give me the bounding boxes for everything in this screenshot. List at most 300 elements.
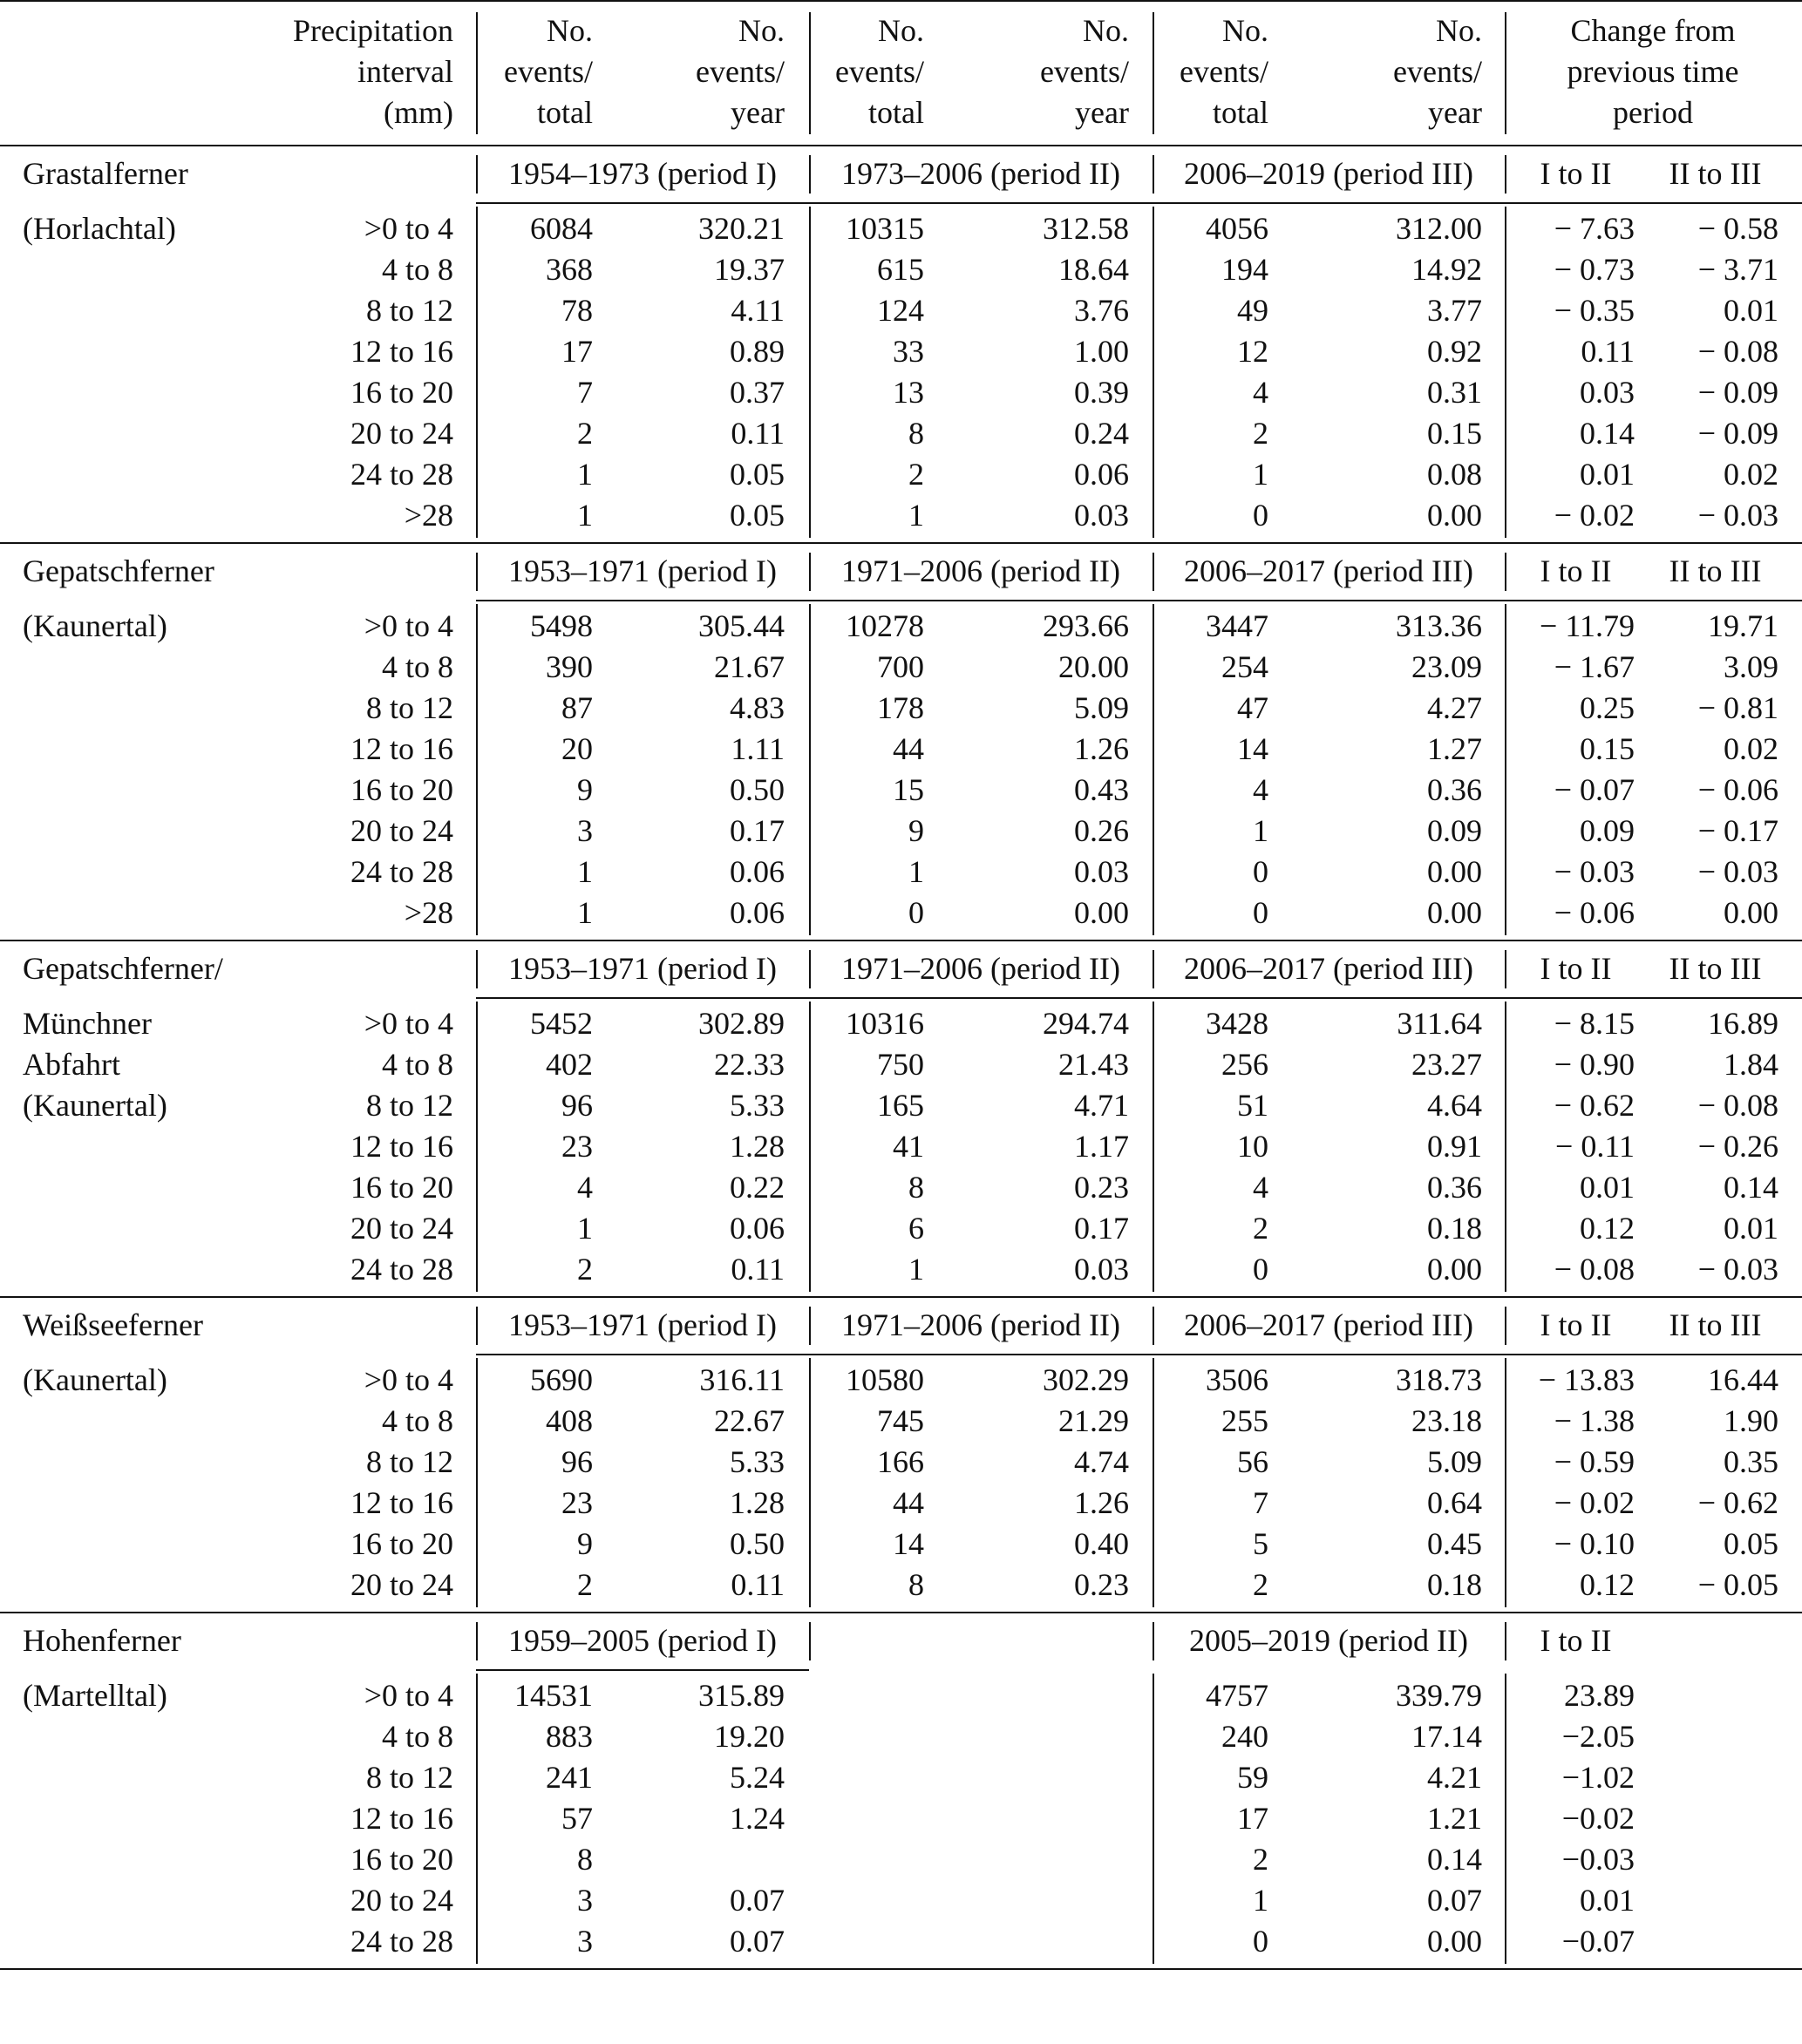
header-total-p3-line2: events/ [1180, 54, 1268, 89]
cell-year-p3: 14.92 [1411, 252, 1482, 287]
cell-total-p1: 3 [577, 813, 593, 848]
cell-total-p3: 255 [1221, 1403, 1268, 1438]
glacier-name: Gepatschferner/ [23, 951, 223, 986]
cell-change-2-3: − 0.06 [1697, 772, 1778, 807]
cell-year-p1: 5.33 [730, 1444, 785, 1479]
cell-change-2-3: 0.05 [1724, 1526, 1778, 1561]
header-change-line1: Change from [1570, 13, 1736, 48]
cell-total-p2: 10278 [846, 608, 924, 643]
cell-total-p2: 44 [893, 1485, 924, 1520]
cell-total-p1: 23 [561, 1129, 593, 1164]
cell-total-p3: 1 [1253, 457, 1268, 492]
cell-total-p3: 3506 [1206, 1362, 1268, 1397]
cell-total-p1: 17 [561, 334, 593, 369]
cell-year-p3: 313.36 [1396, 608, 1482, 643]
cell-year-p3: 0.92 [1427, 334, 1482, 369]
cell-year-p3: 0.00 [1427, 498, 1482, 533]
cell-total-p1: 5498 [530, 608, 593, 643]
cell-change-1-2: 0.14 [1580, 416, 1635, 451]
header-year-p1-line2: events/ [696, 54, 785, 89]
cell-year-p3: 1.21 [1427, 1801, 1482, 1836]
cell-change-1-2: 0.01 [1580, 1170, 1635, 1205]
period-row-divider [809, 950, 811, 988]
cell-total-p3: 1 [1253, 813, 1268, 848]
cell-year-p3: 0.00 [1427, 854, 1482, 889]
cell-year-p2: 0.43 [1074, 772, 1129, 807]
data-column-divider [1153, 1358, 1154, 1607]
cell-year-p1: 0.06 [730, 895, 785, 930]
cell-total-p1: 241 [546, 1760, 593, 1795]
cell-year-p1: 4.11 [731, 293, 785, 328]
cell-total-p1: 2 [577, 416, 593, 451]
period-row-divider [1153, 155, 1154, 194]
cell-year-p3: 0.18 [1427, 1211, 1482, 1246]
data-column-divider [476, 1674, 478, 1964]
header-bottom-rule [0, 145, 1802, 146]
cell-total-p2: 14 [893, 1526, 924, 1561]
data-column-divider [476, 1358, 478, 1607]
header-year-p1-line1: No. [738, 13, 785, 48]
cell-year-p3: 0.91 [1427, 1129, 1482, 1164]
period-row-divider [1505, 155, 1506, 194]
cell-year-p3: 0.15 [1427, 416, 1482, 451]
header-year-p3-line1: No. [1436, 13, 1482, 48]
header-total-p3-line1: No. [1222, 13, 1268, 48]
period-label: 1959–2005 (period I) [508, 1623, 777, 1658]
cell-total-p3: 4056 [1206, 211, 1268, 246]
cell-change-1-2: 0.11 [1581, 334, 1635, 369]
cell-year-p1: 22.67 [714, 1403, 785, 1438]
cell-year-p2: 0.03 [1074, 1252, 1129, 1287]
cell-total-p2: 10316 [846, 1006, 924, 1041]
cell-change-2-3: − 0.81 [1697, 690, 1778, 725]
cell-total-p1: 408 [546, 1403, 593, 1438]
data-column-divider [1153, 604, 1154, 935]
table-top-rule [0, 0, 1802, 2]
change-interval-label: II to III [1669, 951, 1762, 986]
cell-year-p3: 0.09 [1427, 813, 1482, 848]
cell-total-p3: 0 [1253, 498, 1268, 533]
cell-total-p2: 1 [908, 854, 924, 889]
cell-year-p1: 5.24 [730, 1760, 785, 1795]
cell-year-p1: 0.06 [730, 854, 785, 889]
glacier-name: Gepatschferner [23, 553, 214, 588]
cell-change-1-2: − 0.02 [1554, 1485, 1635, 1520]
precip-interval: 8 to 12 [365, 1444, 453, 1479]
change-interval-label: I to II [1540, 156, 1612, 191]
period-row-divider [476, 155, 478, 194]
cell-year-p2: 0.03 [1074, 854, 1129, 889]
precip-interval: 12 to 16 [350, 1129, 453, 1164]
cell-total-p1: 3 [577, 1883, 593, 1918]
header-precip-line2: interval [357, 54, 453, 89]
cell-total-p2: 750 [877, 1047, 924, 1082]
cell-total-p1: 87 [561, 690, 593, 725]
change-interval-label: I to II [1540, 553, 1612, 588]
period-label: 1971–2006 (period II) [841, 1307, 1120, 1342]
cell-total-p2: 700 [877, 649, 924, 684]
cell-change-2-3: − 0.09 [1697, 375, 1778, 410]
cell-total-p2: 6 [908, 1211, 924, 1246]
period-underline [476, 600, 1802, 601]
precip-interval: >0 to 4 [364, 1678, 453, 1713]
cell-year-p2: 293.66 [1043, 608, 1129, 643]
cell-year-p1: 1.28 [730, 1129, 785, 1164]
header-total-p1-line2: events/ [504, 54, 593, 89]
cell-year-p2: 0.26 [1074, 813, 1129, 848]
cell-total-p1: 1 [577, 498, 593, 533]
cell-change-1-2: − 0.08 [1554, 1252, 1635, 1287]
cell-total-p1: 2 [577, 1252, 593, 1287]
cell-change-2-3: 3.09 [1724, 649, 1778, 684]
cell-change-2-3: − 0.03 [1697, 854, 1778, 889]
header-column-divider [1505, 12, 1506, 134]
period-underline [476, 997, 1802, 999]
cell-year-p1: 320.21 [698, 211, 785, 246]
period-label: 1973–2006 (period II) [841, 156, 1120, 191]
section-bottom-rule [0, 542, 1802, 544]
cell-year-p3: 0.00 [1427, 895, 1482, 930]
header-year-p2-line1: No. [1083, 13, 1129, 48]
header-total-p2-line2: events/ [835, 54, 924, 89]
cell-total-p3: 59 [1237, 1760, 1268, 1795]
header-change-line2: previous time [1567, 54, 1739, 89]
cell-year-p3: 0.07 [1427, 1883, 1482, 1918]
cell-total-p2: 10580 [846, 1362, 924, 1397]
cell-year-p3: 4.64 [1427, 1088, 1482, 1123]
cell-change-1-2: − 13.83 [1538, 1362, 1635, 1397]
cell-year-p3: 23.09 [1411, 649, 1482, 684]
period-row-divider [476, 553, 478, 591]
cell-year-p1: 0.89 [730, 334, 785, 369]
header-year-p3-line3: year [1428, 95, 1482, 130]
header-precip-line3: (mm) [384, 95, 453, 130]
cell-year-p2: 4.74 [1074, 1444, 1129, 1479]
cell-year-p3: 5.09 [1427, 1444, 1482, 1479]
period-row-divider [809, 1622, 811, 1660]
cell-total-p1: 402 [546, 1047, 593, 1082]
cell-year-p1: 4.83 [730, 690, 785, 725]
cell-year-p1: 22.33 [714, 1047, 785, 1082]
cell-total-p3: 254 [1221, 649, 1268, 684]
period-label: 1971–2006 (period II) [841, 553, 1120, 588]
cell-year-p3: 312.00 [1396, 211, 1482, 246]
period-row-divider [1505, 950, 1506, 988]
precip-interval: 12 to 16 [350, 731, 453, 766]
cell-year-p2: 0.24 [1074, 416, 1129, 451]
section-bottom-rule [0, 1968, 1802, 1970]
cell-change-1-2: − 11.79 [1540, 608, 1635, 643]
cell-change-2-3: − 0.08 [1697, 1088, 1778, 1123]
cell-year-p1: 0.17 [730, 813, 785, 848]
cell-change-2-3: − 0.08 [1697, 334, 1778, 369]
precip-interval: 4 to 8 [381, 1047, 453, 1082]
cell-total-p2: 8 [908, 416, 924, 451]
cell-change-2-3: − 0.03 [1697, 498, 1778, 533]
cell-change-2-3: − 0.26 [1697, 1129, 1778, 1164]
cell-total-p1: 390 [546, 649, 593, 684]
cell-total-p1: 883 [546, 1719, 593, 1754]
cell-total-p1: 8 [577, 1842, 593, 1877]
cell-change-2-3: 0.01 [1724, 1211, 1778, 1246]
cell-change-2-3: − 3.71 [1697, 252, 1778, 287]
cell-total-p1: 5690 [530, 1362, 593, 1397]
header-total-p1-line3: total [537, 95, 593, 130]
cell-year-p2: 1.26 [1074, 731, 1129, 766]
data-column-divider [809, 1358, 811, 1607]
cell-year-p1: 315.89 [698, 1678, 785, 1713]
glacier-location: Münchner [23, 1006, 152, 1041]
precip-interval: 24 to 28 [350, 1252, 453, 1287]
precip-interval: 20 to 24 [350, 1211, 453, 1246]
data-column-divider [809, 207, 811, 538]
cell-total-p2: 615 [877, 252, 924, 287]
cell-total-p3: 4 [1253, 375, 1268, 410]
cell-change-1-2: − 7.63 [1554, 211, 1635, 246]
cell-change-2-3: 0.35 [1724, 1444, 1778, 1479]
cell-total-p2: 1 [908, 1252, 924, 1287]
cell-total-p1: 57 [561, 1801, 593, 1836]
cell-year-p3: 3.77 [1427, 293, 1482, 328]
header-year-p2-line3: year [1075, 95, 1129, 130]
glacier-location: (Horlachtal) [23, 211, 176, 246]
cell-year-p2: 1.17 [1074, 1129, 1129, 1164]
precip-interval: 24 to 28 [350, 1924, 453, 1959]
precip-interval: 12 to 16 [350, 1801, 453, 1836]
cell-total-p3: 2 [1253, 1842, 1268, 1877]
cell-year-p2: 21.43 [1058, 1047, 1129, 1082]
cell-year-p2: 0.17 [1074, 1211, 1129, 1246]
cell-change-2-3: − 0.58 [1697, 211, 1778, 246]
precip-interval: 24 to 28 [350, 457, 453, 492]
cell-total-p1: 96 [561, 1088, 593, 1123]
cell-year-p1: 1.11 [731, 731, 785, 766]
cell-year-p3: 318.73 [1396, 1362, 1482, 1397]
cell-change-2-3: 0.02 [1724, 731, 1778, 766]
cell-change-2-3: − 0.09 [1697, 416, 1778, 451]
cell-change-2-3: 19.71 [1708, 608, 1778, 643]
header-total-p2-line1: No. [878, 13, 924, 48]
glacier-name: Weißseeferner [23, 1307, 203, 1342]
cell-total-p2: 0 [908, 895, 924, 930]
precip-interval: 20 to 24 [350, 1883, 453, 1918]
cell-total-p1: 6084 [530, 211, 593, 246]
precip-interval: 20 to 24 [350, 813, 453, 848]
cell-total-p2: 10315 [846, 211, 924, 246]
header-total-p1-line1: No. [547, 13, 593, 48]
cell-total-p1: 9 [577, 1526, 593, 1561]
data-column-divider [1505, 207, 1506, 538]
cell-year-p1: 0.11 [731, 1567, 785, 1602]
precip-interval: 20 to 24 [350, 1567, 453, 1602]
cell-total-p2: 2 [908, 457, 924, 492]
header-column-divider [476, 12, 478, 134]
cell-year-p2: 1.26 [1074, 1485, 1129, 1520]
glacier-location: (Kaunertal) [23, 1362, 167, 1397]
cell-change-2-3: 0.01 [1724, 293, 1778, 328]
cell-change-1-2: − 0.73 [1554, 252, 1635, 287]
period-underline [476, 1354, 1802, 1355]
cell-change-2-3: 16.89 [1708, 1006, 1778, 1041]
cell-change-1-2: − 0.62 [1554, 1088, 1635, 1123]
cell-total-p2: 124 [877, 293, 924, 328]
cell-total-p1: 5452 [530, 1006, 593, 1041]
cell-year-p1: 302.89 [698, 1006, 785, 1041]
precip-interval: 8 to 12 [365, 1088, 453, 1123]
period-row-divider [476, 950, 478, 988]
cell-total-p2: 9 [908, 813, 924, 848]
cell-total-p3: 4757 [1206, 1678, 1268, 1713]
cell-total-p2: 178 [877, 690, 924, 725]
data-column-divider [1505, 604, 1506, 935]
cell-year-p2: 0.40 [1074, 1526, 1129, 1561]
cell-change-1-2: − 1.67 [1554, 649, 1635, 684]
header-year-p3-line2: events/ [1393, 54, 1482, 89]
cell-year-p3: 0.36 [1427, 772, 1482, 807]
cell-total-p1: 96 [561, 1444, 593, 1479]
cell-total-p1: 1 [577, 854, 593, 889]
period-row-divider [476, 1307, 478, 1345]
cell-change-1-2: − 1.38 [1554, 1403, 1635, 1438]
cell-total-p3: 2 [1253, 1567, 1268, 1602]
cell-year-p3: 17.14 [1411, 1719, 1482, 1754]
cell-year-p1: 1.28 [730, 1485, 785, 1520]
cell-total-p1: 14531 [514, 1678, 593, 1713]
cell-year-p3: 0.14 [1427, 1842, 1482, 1877]
cell-change-2-3: 1.84 [1724, 1047, 1778, 1082]
cell-total-p1: 78 [561, 293, 593, 328]
cell-year-p2: 5.09 [1074, 690, 1129, 725]
cell-change-1-2: 0.09 [1580, 813, 1635, 848]
cell-change-1-2: − 0.10 [1554, 1526, 1635, 1561]
data-column-divider [1153, 207, 1154, 538]
cell-year-p1: 316.11 [699, 1362, 785, 1397]
period-label: 2006–2017 (period III) [1184, 553, 1473, 588]
cell-change-1-2: 0.03 [1580, 375, 1635, 410]
data-column-divider [1505, 1674, 1506, 1964]
cell-change-1-2: −0.03 [1561, 1842, 1635, 1877]
cell-total-p3: 51 [1237, 1088, 1268, 1123]
cell-total-p2: 41 [893, 1129, 924, 1164]
section-bottom-rule [0, 940, 1802, 941]
cell-year-p2: 20.00 [1058, 649, 1129, 684]
precip-interval: 12 to 16 [350, 1485, 453, 1520]
cell-total-p3: 240 [1221, 1719, 1268, 1754]
cell-year-p2: 0.06 [1074, 457, 1129, 492]
cell-total-p2: 166 [877, 1444, 924, 1479]
cell-total-p3: 7 [1253, 1485, 1268, 1520]
cell-change-1-2: − 0.59 [1554, 1444, 1635, 1479]
precip-interval: 8 to 12 [365, 293, 453, 328]
cell-change-1-2: 0.15 [1580, 731, 1635, 766]
cell-total-p3: 12 [1237, 334, 1268, 369]
cell-change-2-3: − 0.17 [1697, 813, 1778, 848]
period-underline [476, 1669, 809, 1671]
cell-change-1-2: − 0.06 [1554, 895, 1635, 930]
precip-interval: >0 to 4 [364, 211, 453, 246]
header-precip-line1: Precipitation [293, 13, 453, 48]
change-interval-label: I to II [1540, 1623, 1612, 1658]
precip-interval: 4 to 8 [381, 1403, 453, 1438]
period-row-divider [809, 553, 811, 591]
cell-total-p1: 2 [577, 1567, 593, 1602]
change-interval-label: II to III [1669, 156, 1762, 191]
header-column-divider [1153, 12, 1154, 134]
cell-change-1-2: −2.05 [1561, 1719, 1635, 1754]
data-column-divider [1153, 1674, 1154, 1964]
cell-year-p2: 302.29 [1043, 1362, 1129, 1397]
cell-year-p2: 0.00 [1074, 895, 1129, 930]
period-label: 1954–1973 (period I) [508, 156, 777, 191]
period-row-divider [1505, 1307, 1506, 1345]
glacier-name: Grastalferner [23, 156, 188, 191]
cell-change-2-3: − 0.05 [1697, 1567, 1778, 1602]
cell-year-p3: 0.36 [1427, 1170, 1482, 1205]
precip-interval: 24 to 28 [350, 854, 453, 889]
cell-year-p1: 0.11 [731, 416, 785, 451]
cell-change-2-3: 0.14 [1724, 1170, 1778, 1205]
header-change-line3: period [1613, 95, 1693, 130]
cell-change-1-2: −0.02 [1561, 1801, 1635, 1836]
cell-change-2-3: 16.44 [1708, 1362, 1778, 1397]
cell-change-1-2: − 8.15 [1554, 1006, 1635, 1041]
cell-year-p3: 339.79 [1396, 1678, 1482, 1713]
cell-change-2-3: − 0.62 [1697, 1485, 1778, 1520]
cell-total-p2: 13 [893, 375, 924, 410]
cell-year-p2: 4.71 [1074, 1088, 1129, 1123]
cell-year-p1: 0.07 [730, 1924, 785, 1959]
cell-total-p3: 256 [1221, 1047, 1268, 1082]
cell-change-1-2: 0.12 [1580, 1567, 1635, 1602]
cell-year-p2: 0.23 [1074, 1567, 1129, 1602]
cell-change-2-3: 0.00 [1724, 895, 1778, 930]
glacier-location: (Kaunertal) [23, 608, 167, 643]
period-row-divider [476, 1622, 478, 1660]
cell-total-p1: 20 [561, 731, 593, 766]
precip-interval: >28 [404, 498, 453, 533]
period-row-divider [809, 1307, 811, 1345]
period-label: 2005–2019 (period II) [1189, 1623, 1468, 1658]
precip-interval: >28 [404, 895, 453, 930]
cell-total-p3: 3428 [1206, 1006, 1268, 1041]
cell-year-p3: 4.27 [1427, 690, 1482, 725]
cell-total-p2: 8 [908, 1567, 924, 1602]
cell-change-1-2: 0.01 [1580, 457, 1635, 492]
cell-change-1-2: −1.02 [1561, 1760, 1635, 1795]
cell-total-p3: 17 [1237, 1801, 1268, 1836]
section-bottom-rule [0, 1612, 1802, 1613]
period-row-divider [809, 155, 811, 194]
cell-change-1-2: 0.25 [1580, 690, 1635, 725]
cell-year-p2: 294.74 [1043, 1006, 1129, 1041]
cell-total-p3: 5 [1253, 1526, 1268, 1561]
change-interval-label: I to II [1540, 1307, 1612, 1342]
cell-change-1-2: −0.07 [1561, 1924, 1635, 1959]
cell-year-p2: 1.00 [1074, 334, 1129, 369]
period-row-divider [1153, 1307, 1154, 1345]
cell-total-p2: 44 [893, 731, 924, 766]
cell-total-p2: 1 [908, 498, 924, 533]
data-column-divider [1505, 1002, 1506, 1292]
cell-total-p2: 33 [893, 334, 924, 369]
period-label: 2006–2017 (period III) [1184, 1307, 1473, 1342]
cell-total-p3: 0 [1253, 895, 1268, 930]
precip-interval: 8 to 12 [365, 690, 453, 725]
cell-year-p1: 5.33 [730, 1088, 785, 1123]
cell-year-p1: 1.24 [730, 1801, 785, 1836]
cell-total-p3: 1 [1253, 1883, 1268, 1918]
cell-year-p1: 0.06 [730, 1211, 785, 1246]
